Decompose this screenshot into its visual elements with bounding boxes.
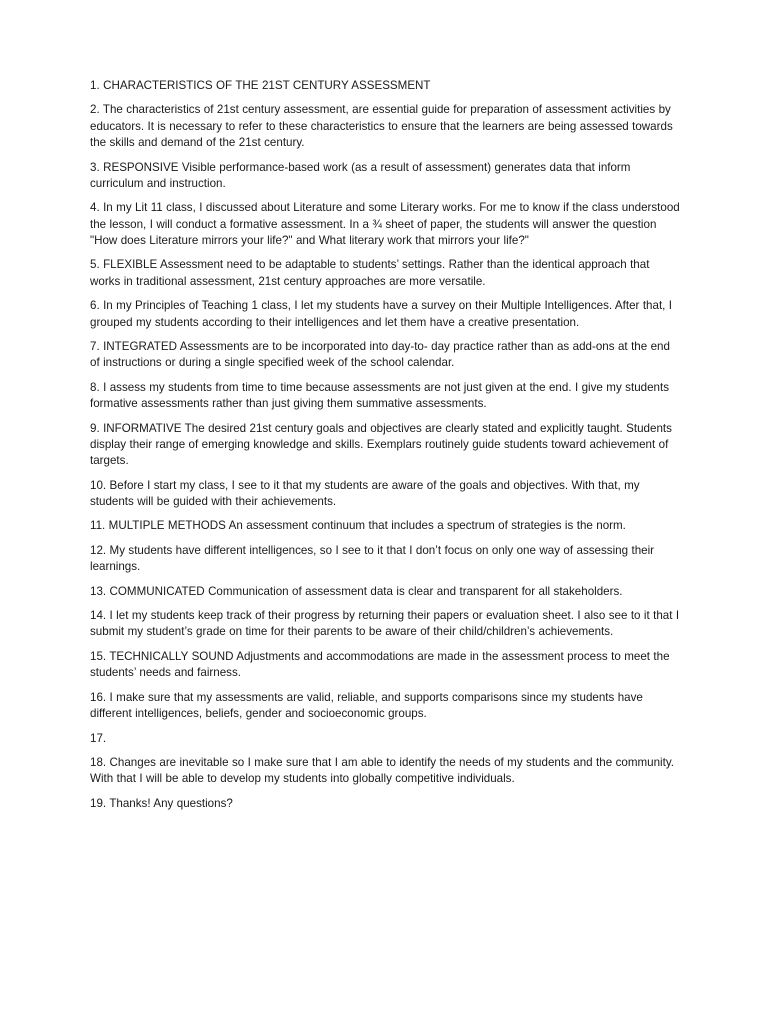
paragraph-9: 9. INFORMATIVE The desired 21st century goals and objectives are clearly stated and explicitly taught. Students display their range of emerging knowledge and skills. Exemplars routinely guide students toward achievement of targets.	[90, 421, 672, 468]
paragraph-10: 10. Before I start my class, I see to it that my students are aware of the goals and objectives. With that, my students will be guided with their achievements.	[90, 478, 640, 508]
paragraph-15: 15. TECHNICALLY SOUND Adjustments and accommodations are made in the assessment process to meet the students’ needs and fairness.	[90, 649, 670, 680]
paragraph-8: 8. I assess my students from time to time because assessments are not just given at the end. I give my students formative assessments rather than just giving them summative assessments.	[90, 380, 670, 411]
paragraph-19: 19. Thanks! Any questions?	[90, 796, 233, 810]
document-page	[90, 78, 680, 820]
paragraph-1: 1. CHARACTERISTICS OF THE 21ST CENTURY ASSESSMENT	[90, 79, 431, 92]
paragraph-7: 7. INTEGRATED Assessments are to be incorporated into day-to- day practice rather than as add-ons at the end of instructions or during a single specified week of the school calendar.	[90, 339, 670, 370]
paragraph-11: 11. MULTIPLE METHODS An assessment continuum that includes a spectrum of strategies is the norm.	[90, 519, 626, 533]
paragraph-6: 6. In my Principles of Teaching 1 class, I let my students have a survey on their Multiple Intelligences. After that, I grouped my students according to their intelligences and let them have a creative presentation.	[90, 299, 673, 329]
paragraph-12: 12. My students have different intelligences, so I see to it that I don’t focus on only one way of assessing their learnings.	[90, 543, 655, 574]
paragraph-16: 16. I make sure that my assessments are valid, reliable, and supports comparisons since my students have different intelligences, beliefs, gender and socioeconomic groups.	[90, 690, 643, 721]
paragraph-4: 4. In my Lit 11 class, I discussed about Literature and some Literary works. For me to know if the class understood the lesson, I will conduct a formative assessment. In a ¾ sheet of paper, the students will answer the question "How does Literature mirrors your life?" and What literary work that mirrors your life?"	[90, 201, 680, 247]
paragraph-3: 3. RESPONSIVE Visible performance-based work (as a result of assessment) generates data that inform curriculum and instruction.	[90, 160, 631, 190]
paragraph-18: 18. Changes are inevitable so I make sure that I am able to identify the needs of my students and the community. With that I will be able to develop my students into globally competitive individuals.	[90, 755, 674, 786]
paragraph-14: 14. I let my students keep track of their progress by returning their papers or evaluation sheet. I also see to it that I submit my student’s grade on time for their parents to be aware of their child/children’s achievements.	[90, 609, 680, 639]
paragraph-5: 5. FLEXIBLE Assessment need to be adaptable to students’ settings. Rather than the identical approach that works in traditional assessment, 21st century approaches are more versatile.	[90, 258, 650, 288]
paragraph-17: 17.	[90, 731, 107, 745]
paragraph-2: 2. The characteristics of 21st century assessment, are essential guide for preparation of assessment activities by educators. It is necessary to refer to these characteristics to ensure that the learners are being assessed towards the skills and demand of the 21st century.	[90, 103, 673, 150]
paragraph-13: 13. COMMUNICATED Communication of assessment data is clear and transparent for all stakeholders.	[90, 584, 623, 598]
